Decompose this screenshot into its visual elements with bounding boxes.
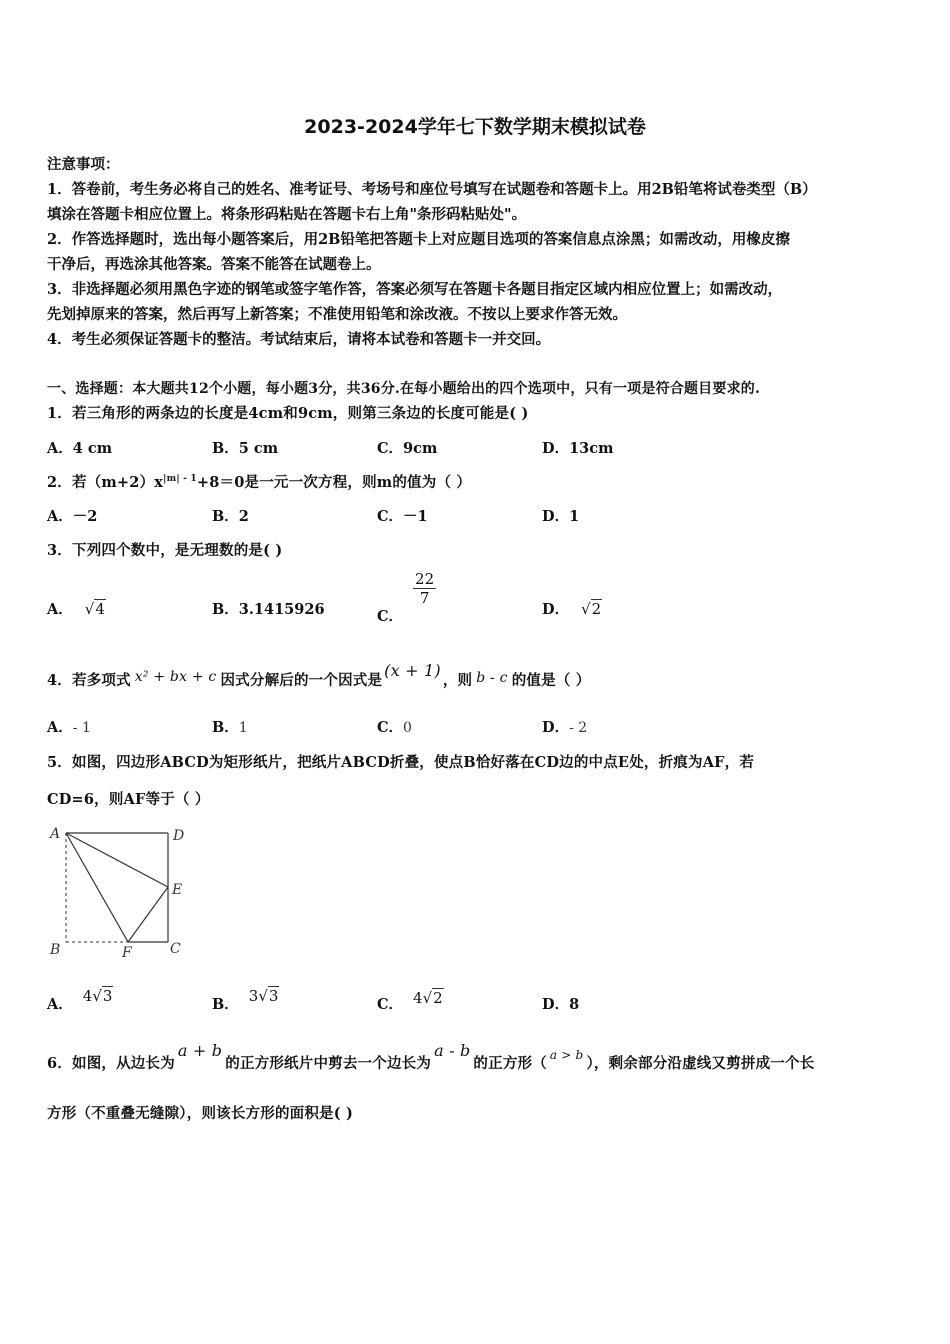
page-title: 2023-2024学年七下数学期末模拟试卷 [304, 116, 646, 138]
label-e: E [172, 882, 183, 898]
label-f: F [122, 945, 132, 961]
option-c: C． $\frac{22}{7}$ [377, 570, 435, 625]
question-stem-line: 6．如图，从边长为a + b的正方形纸片中剪去一个边长为a - b的正方形（ $^{a > b}$ ），剩余部分沿虚线又剪拼成一个长 [47, 1041, 815, 1072]
question-stem: 2．若$(m+2)x^{|m| - 1}+8=0$是一元一次方程，则m的值为（ ） [47, 474, 472, 491]
sqrt-expression: 3√3 [248, 987, 279, 1005]
expression: b - c [476, 670, 508, 686]
expression: a > b [549, 1048, 584, 1062]
expression: a - b [434, 1041, 471, 1060]
fraction: $\frac{22}{7}$ [415, 570, 435, 607]
polynomial: x² + bx + c [134, 669, 217, 685]
exponent: |m| - 1 [163, 474, 197, 485]
factor: (x + 1) [384, 661, 441, 680]
notice-line: 3．非选择题必须用黑色字迹的钢笔或签字笔作答，答案必须写在答题卡各题目指定区域内相应位置上；如需改动， [47, 281, 783, 298]
option-b: B．1 [212, 719, 248, 736]
label-b: B [50, 942, 61, 958]
option-c: C． 4√2 [377, 989, 443, 1013]
rectangle-fold-figure [40, 820, 210, 965]
option-d: D．- 2 [542, 719, 588, 736]
question-stem: 1．若三角形的两条边的长度是4cm和9cm，则第三条边的长度可能是( ) [47, 405, 529, 422]
option-c: C．0 [377, 719, 412, 736]
question-stem: 4．若多项式 x² + bx + c 因式分解后的一个因式是(x + 1)，则 b - c 的值是（ ） [47, 661, 591, 689]
section-heading: 一、选择题：本大题共12个小题，每小题3分，共36分.在每小题给出的四个选项中，只有一项是符合题目要求的. [47, 381, 761, 397]
option-d: D．8 [542, 996, 580, 1013]
notice-line: 先划掉原来的答案，然后再写上新答案；不准使用铅笔和涂改液。不按以上要求作答无效。 [47, 306, 627, 323]
segment-fe [128, 887, 168, 942]
expression: a + b [177, 1041, 223, 1060]
label-c: C [170, 941, 181, 957]
label-d: D [173, 828, 185, 844]
notice-line: 4．考生必须保证答题卡的整洁。考试结束后，请将本试卷和答题卡一并交回。 [47, 331, 551, 348]
option-a: A．- 1 [47, 719, 91, 736]
notice-line: 填涂在答题卡相应位置上。将条形码粘贴在答题卡右上角"条形码粘贴处"。 [47, 206, 527, 223]
option-a: A． √4 [47, 600, 105, 618]
option-c: C．9cm [377, 440, 438, 457]
sqrt-expression: 4√3 [82, 987, 113, 1005]
sqrt-expression: √4 [84, 600, 105, 618]
option-a: A． 4√3 [47, 987, 113, 1013]
question-stem-line: CD=6，则AF等于（ ） [47, 791, 210, 808]
notice-line: 1．答卷前，考生务必将自己的姓名、准考证号、考场号和座位号填写在试题卷和答题卡上。用2B铅笔将试卷类型（B） [47, 181, 817, 198]
option-a: A．－2 [47, 508, 98, 525]
option-a: A．4 cm [47, 440, 113, 457]
option-d: D．1 [542, 508, 580, 525]
option-d: D．13cm [542, 440, 614, 457]
question-stem: 3．下列四个数中，是无理数的是( ) [47, 542, 283, 559]
option-b: B．2 [212, 508, 249, 525]
sqrt-expression: 4√2 [413, 989, 443, 1007]
sqrt-expression: √2 [581, 600, 602, 618]
question-stem-line: 5．如图，四边形ABCD为矩形纸片，把纸片ABCD折叠，使点B恰好落在CD边的中点E处，折痕为AF，若 [47, 754, 755, 771]
option-b: B．5 cm [212, 440, 279, 457]
notice-line: 2．作答选择题时，选出每小题答案后，用2B铅笔把答题卡上对应题目选项的答案信息点涂黑；如需改动，用橡皮擦 [47, 231, 790, 248]
notice-heading: 注意事项： [47, 156, 120, 173]
option-c: C．－1 [377, 508, 428, 525]
notice-line: 干净后，再选涂其他答案。答案不能答在试题卷上。 [47, 256, 381, 273]
option-d: D． √2 [542, 600, 602, 618]
option-b: B．3.1415926 [212, 601, 325, 618]
label-a: A [50, 826, 61, 842]
question-stem-line: 方形（不重叠无缝隙），则该长方形的面积是( ) [47, 1105, 354, 1122]
option-b: B． 3√3 [212, 987, 279, 1013]
